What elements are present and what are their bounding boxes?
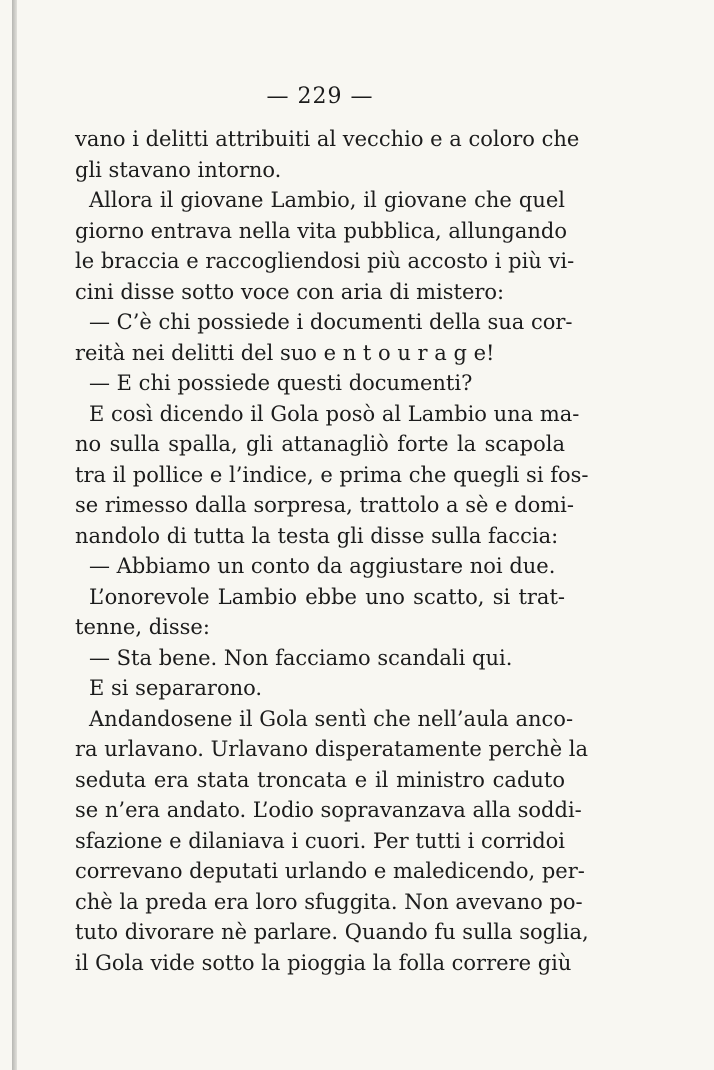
- page-number: — 229 —: [266, 84, 374, 109]
- text-line: cini disse sotto voce con aria di mistero:: [75, 279, 505, 304]
- text-line: E così dicendo il Gola posò al Lambio una ma-: [89, 401, 580, 426]
- text-line: — Sta bene. Non facciamo scandali qui.: [89, 645, 513, 670]
- text-line: chè la preda era loro sfuggita. Non avevano po-: [75, 889, 583, 914]
- text-line: vano i delitti attribuiti al vecchio e a coloro che: [75, 127, 580, 151]
- text-line: correvano deputati urlando e maledicendo, per-: [75, 859, 585, 883]
- text-line: gli stavano intorno.: [75, 157, 282, 182]
- text-line: tuto divorare nè parlare. Quando fu sulla soglia,: [75, 920, 589, 944]
- text-line: sfazione e dilaniava i cuori. Per tutti i corridoi: [75, 828, 565, 853]
- text-line: E si separarono.: [89, 676, 263, 700]
- text-line: Andandosene il Gola sentì che nell’aula anco-: [89, 706, 574, 731]
- text-line: tenne, disse:: [75, 615, 210, 639]
- text-line: nandolo di tutta la testa gli disse sulla faccia:: [75, 523, 559, 548]
- text-line: — E chi possiede questi documenti?: [89, 371, 473, 395]
- text-line: L’onorevole Lambio ebbe uno scatto, si trat-: [89, 584, 565, 609]
- text-line: Allora il giovane Lambio, il giovane che quel: [89, 188, 565, 212]
- text-line: no sulla spalla, gli attanagliò forte la scapola: [75, 432, 565, 456]
- text-line: tra il pollice e l’indice, e prima che quegli si fos-: [75, 462, 589, 487]
- text-line: ra urlavano. Urlavano disperatamente perchè la: [75, 737, 589, 761]
- text-line: se n’era andato. L’odio sopravanzava alla soddi-: [75, 798, 582, 822]
- text-line: il Gola vide sotto la pioggia la folla correre giù: [75, 950, 572, 975]
- text-line: reità nei delitti del suo e n t o u r a g e!: [75, 340, 495, 365]
- text-line: — Abbiamo un conto da aggiustare noi due.: [89, 554, 556, 578]
- text-line: — C’è chi possiede i documenti della sua cor-: [89, 310, 573, 334]
- text-line: seduta era stata troncata e il ministro caduto: [75, 767, 565, 792]
- text-line: le braccia e raccogliendosi più accosto i più vi-: [75, 249, 575, 273]
- page-binding-edge: [12, 0, 17, 1070]
- text-line: se rimesso dalla sorpresa, trattolo a sè e domi-: [75, 493, 574, 517]
- text-line: giorno entrava nella vita pubblica, allungando: [75, 218, 567, 243]
